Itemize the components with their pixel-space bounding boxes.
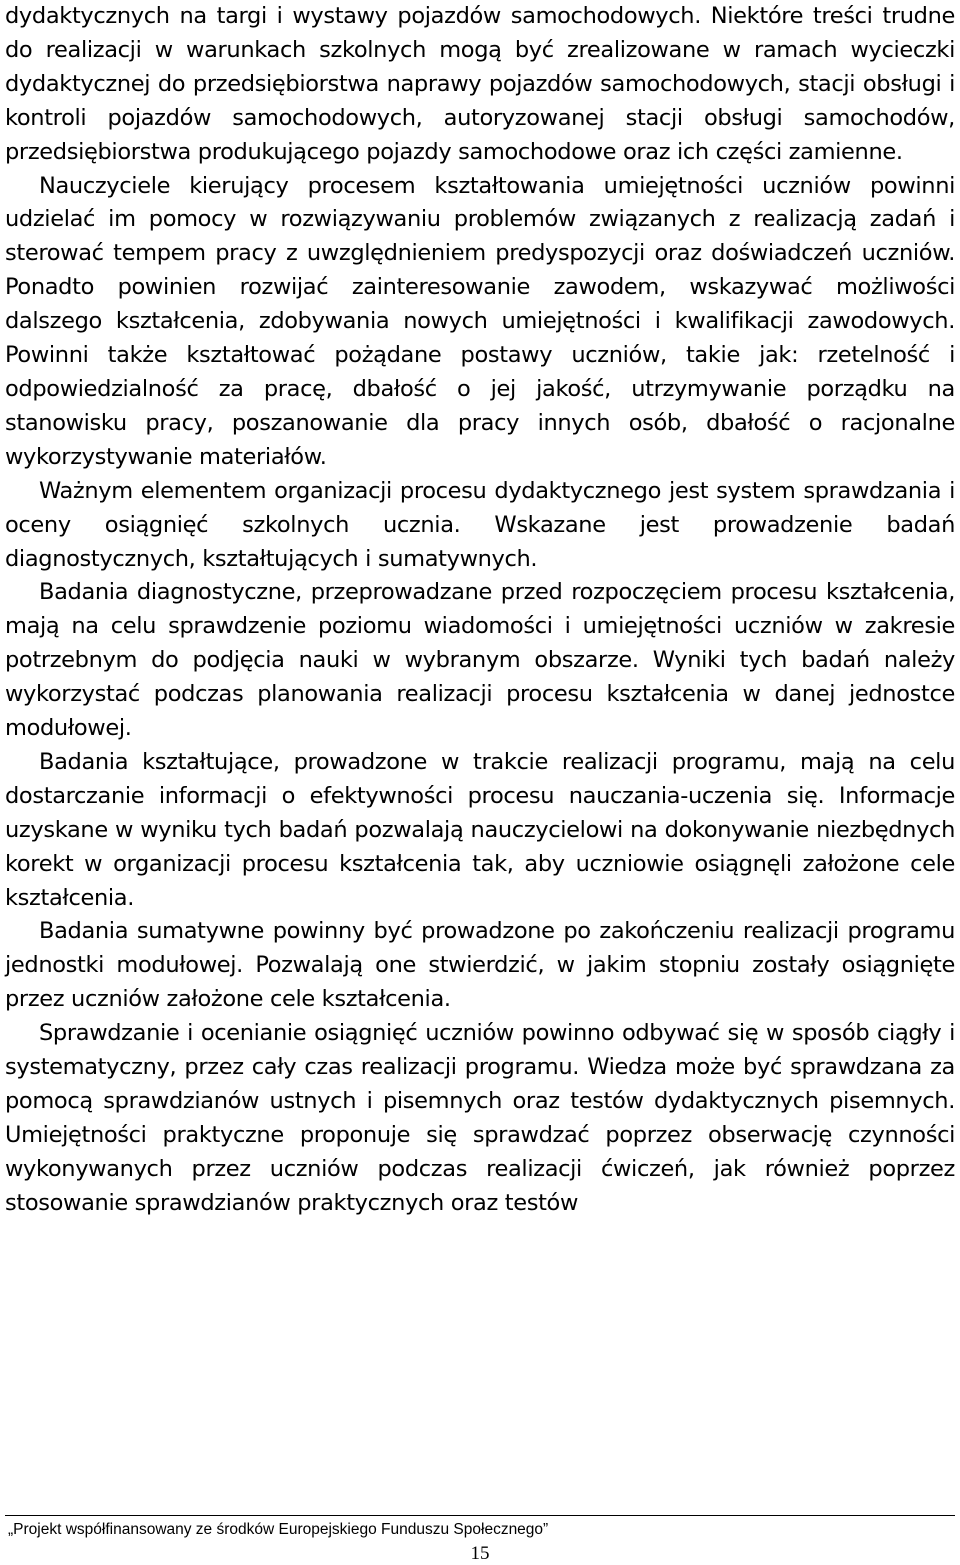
paragraph-assessment-system: Ważnym elementem organizacji procesu dydaktycznego jest system sprawdzania i oceny osiągnięć szkolnych ucznia. Wskazane jest prowadzenie badań diagnostycznych, kształtujących i sumatywnych. (5, 477, 955, 572)
document-body (5, 0, 955, 1221)
paragraph-teachers: Nauczyciele kierujący procesem kształtowania umiejętności uczniów powinni udzielać im pomocy w rozwiązywaniu problemów związanych z realizacją zadań i sterować tempem pracy z uwzględnieniem predyspozycji oraz doświadczeń uczniów. Ponadto powinien rozwijać zainteresowanie zawodem, wskazywać możliwości dalszego kształcenia, zdobywania nowych umiejętności i kwalifikacji zawodowych. Powinni także kształtować pożądane postawy uczniów, takie jak: rzetelność i odpowiedzialność za pracę, dbałość o jej jakość, utrzymywanie porządku na stanowisku pracy, poszanowanie dla pracy innych osób, dbałość o racjonalne wykorzystywanie materiałów. (5, 172, 955, 470)
paragraph-summative: Badania sumatywne powinny być prowadzone po zakończeniu realizacji programu jednostki modułowej. Pozwalają one stwierdzić, w jakim stopniu zostały osiągnięte przez uczniów założone cele kształcenia. (5, 918, 955, 1013)
paragraph-continuation: dydaktycznych na targi i wystawy pojazdów samochodowych. Niektóre treści trudne do realizacji w warunkach szkolnych mogą być zrealizowane w ramach wycieczki dydaktycznej do przedsiębiorstwa naprawy pojazdów samochodowych, stacji obsługi i kontroli pojazdów samochodowych, autoryzowanej stacji obsługi samochodów, przedsiębiorstwa produkującego pojazdy samochodowe oraz ich części zamienne. (5, 3, 955, 165)
paragraph-diagnostic: Badania diagnostyczne, przeprowadzane przed rozpoczęciem procesu kształcenia, mają na celu sprawdzenie poziomu wiadomości i umiejętności uczniów w zakresie potrzebnym do podjęcia nauki w wybranym obszarze. Wyniki tych badań należy wykorzystać podczas planowania realizacji procesu kształcenia w danej jednostce modułowej. (5, 579, 955, 742)
paragraph-formative: Badania kształtujące, prowadzone w trakcie realizacji programu, mają na celu dostarczanie informacji o efektywności procesu nauczania-uczenia się. Informacje uzyskane w wyniku tych badań pozwalają nauczycielowi na dokonywanie niezbędnych korekt w organizacji procesu kształcenia tak, aby uczniowie osiągnęli założone cele kształcenia. (5, 748, 955, 911)
footer-project-note: „Projekt współfinansowany ze środków Europejskiego Funduszu Społecznego” (8, 1521, 549, 1538)
page-footer (5, 1515, 955, 1539)
paragraph-evaluation: Sprawdzanie i ocenianie osiągnięć uczniów powinno odbywać się w sposób ciągły i systematyczny, przez cały czas realizacji programu. Wiedza może być sprawdzana za pomocą sprawdzianów ustnych i pisemnych oraz testów dydaktycznych pisemnych. Umiejętności praktyczne proponuje się sprawdzać poprzez obserwację czynności wykonywanych przez uczniów podczas realizacji ćwiczeń, jak również poprzez stosowanie sprawdzianów praktycznych oraz testów (5, 1020, 955, 1216)
page-number: 15 (470, 1543, 490, 1564)
